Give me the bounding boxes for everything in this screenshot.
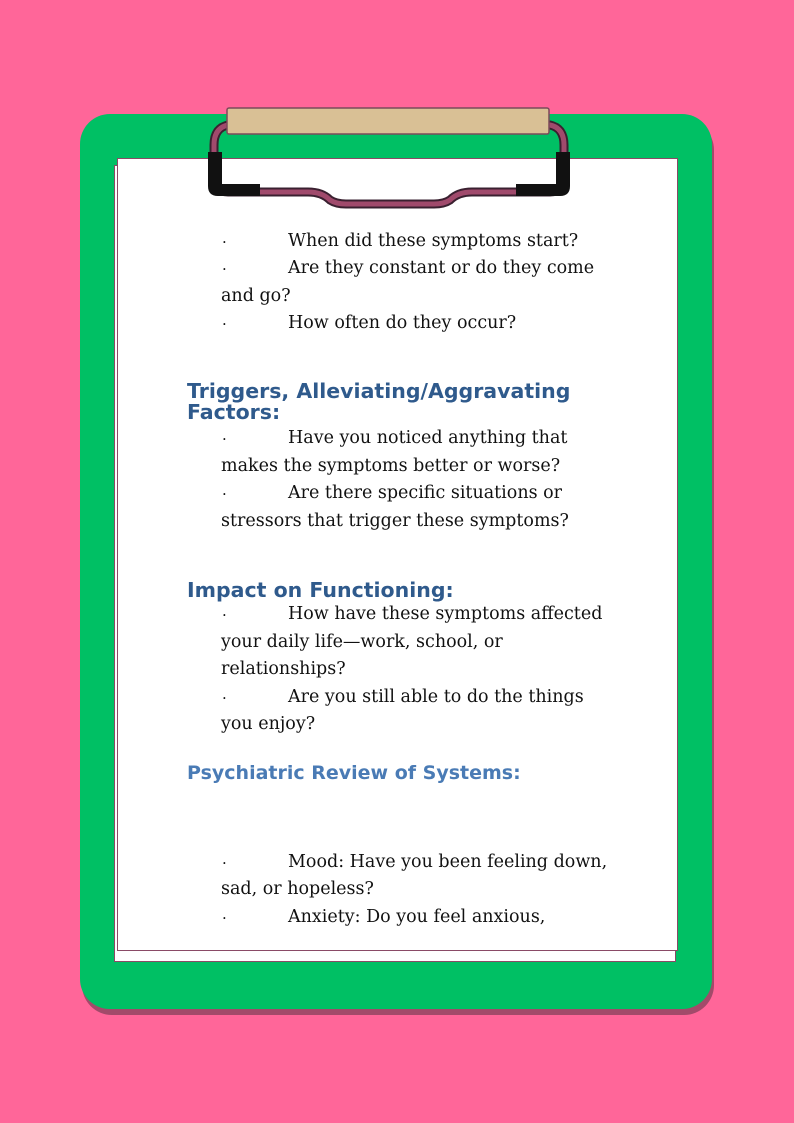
bullet-icon: · — [222, 606, 227, 624]
bullet-icon: · — [222, 430, 227, 448]
list-item-line: stressors that trigger these symptoms? — [221, 511, 569, 531]
document-content — [118, 159, 677, 950]
list-item-line: Are there specific situations or — [288, 483, 563, 503]
list-item-line: Mood: Have you been feeling down, — [288, 852, 608, 872]
bullet-icon: · — [222, 854, 227, 872]
list-item-line: When did these symptoms start? — [288, 231, 579, 251]
paper-sheet — [117, 158, 678, 951]
bullet-icon: · — [222, 315, 227, 333]
list-item-line: and go? — [221, 286, 291, 306]
section-heading-triggers: Triggers, Alleviating/Aggravating — [187, 379, 571, 403]
list-item-line: How often do they occur? — [288, 313, 517, 333]
section-heading-impact: Impact on Functioning: — [187, 578, 454, 602]
list-item-line: Are you still able to do the things — [288, 687, 584, 707]
list-item-line: you enjoy? — [221, 714, 316, 734]
list-item-line: Anxiety: Do you feel anxious, — [288, 907, 546, 927]
bullet-icon: · — [222, 689, 227, 707]
list-item-line: your daily life—work, school, or — [221, 632, 503, 652]
list-item-line: Are they constant or do they come — [288, 258, 595, 278]
section-heading-review: Psychiatric Review of Systems: — [187, 762, 521, 784]
section-heading-triggers-cont: Factors: — [187, 400, 281, 424]
bullet-icon: · — [222, 485, 227, 503]
list-item-line: How have these symptoms affected — [288, 604, 603, 624]
bullet-icon: · — [222, 260, 227, 278]
list-item-line: sad, or hopeless? — [221, 879, 374, 899]
bullet-icon: · — [222, 909, 227, 927]
list-item-line: makes the symptoms better or worse? — [221, 456, 561, 476]
list-item-line: relationships? — [221, 659, 346, 679]
list-item-line: Have you noticed anything that — [288, 428, 568, 448]
clipboard-clip-icon — [200, 100, 580, 210]
bullet-icon: · — [222, 233, 227, 251]
